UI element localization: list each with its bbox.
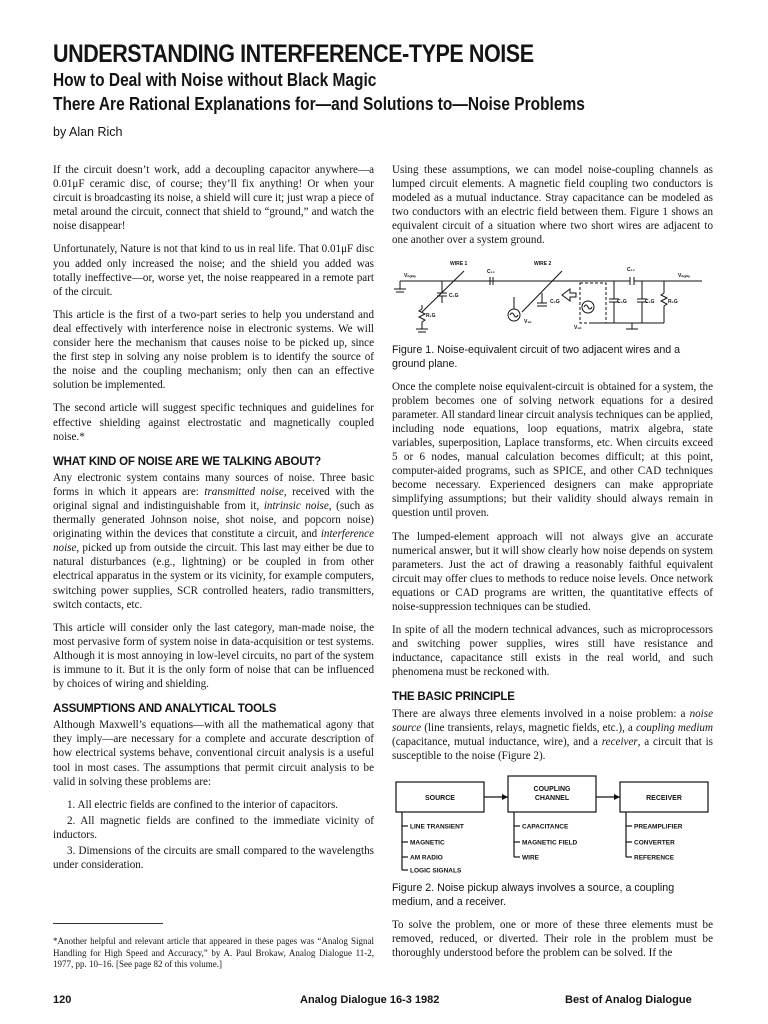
fig2-receiver-item: CONVERTER	[634, 839, 675, 847]
paragraph	[392, 707, 713, 763]
fig2-coupling-item: CAPACITANCE	[522, 823, 569, 831]
journal-issue: Analog Dialogue 16-3 1982	[300, 994, 440, 1006]
text-run: , picked up from outside the circuit. This last may either be due to natural disturbances (e.g., lightning) or be coupled in from other electrical apparatus in the system or its vicinity, for example computers, switching power supplies, SCR controlled heaters, radio transmitters, switch contacts, etc.	[53, 542, 374, 611]
fig2-source-item: MAGNETIC	[410, 839, 445, 847]
fig1-label-c2g: C₂G	[550, 298, 560, 305]
fig2-receiver: RECEIVER	[646, 794, 682, 802]
emphasis: noise source	[392, 707, 713, 734]
section-heading: ASSUMPTIONS AND ANALYTICAL TOOLS	[53, 703, 277, 716]
fig1-label-c1g-right: C₁G	[645, 298, 655, 305]
footnote: *Another helpful and relevant article that appeared in these pages was “Analog Signal Handling for High Speed and Accuracy,” by A. Paul Brokaw, Analog Dialogue 11-2, 1977, pp. 10–16. [See page 82 of this volume.]	[53, 936, 374, 969]
fig1-label-vin-2: V₁ₙ	[574, 324, 582, 331]
fig2-coupling-2: CHANNEL	[534, 794, 570, 802]
figure-1-caption: Figure 1. Noise-equivalent circuit of two adjacent wires and a ground plane.	[392, 343, 681, 370]
text-run: (capacitance, mutual inductance, wire), and a	[392, 735, 602, 748]
fig2-receiver-item: REFERENCE	[634, 854, 675, 862]
fig2-source-item: LOGIC SIGNALS	[410, 867, 462, 875]
paragraph	[53, 471, 374, 612]
article-subtitle-2: There Are Rational Explanations for—and Solutions to—Noise Problems	[53, 94, 585, 114]
figure-1-circuit	[392, 257, 713, 337]
figure-2-block-diagram	[392, 772, 713, 877]
byline: by Alan Rich	[53, 125, 123, 139]
fig1-label-c12-right: C₁₂	[627, 266, 635, 273]
text-run: , received with the original signal and indistinguishable from it,	[53, 485, 375, 512]
fig1-label-vin-1: V₁ₙ	[524, 318, 532, 325]
left-column	[53, 163, 374, 874]
section-heading: THE BASIC PRINCIPLE	[392, 691, 515, 704]
fig2-coupling-item: WIRE	[522, 854, 539, 862]
section-heading: WHAT KIND OF NOISE ARE WE TALKING ABOUT?	[53, 455, 321, 468]
fig1-label-vnoise-out: Vₙₒᵢₛₑ	[678, 272, 690, 279]
page-number: 120	[53, 994, 72, 1006]
fig1-label-c12: C₁₂	[487, 268, 495, 275]
paragraph: Using these assumptions, we can model noise-coupling channels as lumped circuit elements. A magnetic field coupling two conductors is modeled as a mutual inductance. Stray capacitance can be modeled as two conductors with an electric field between them. Figure 1 shows an equivalent circuit of a situation where two short wires are adjacent to one another over a system ground.	[392, 164, 713, 247]
fig2-receiver-item: PREAMPLIFIER	[634, 823, 683, 831]
list-item: 3. Dimensions of the circuits are small compared to the wavelengths under consideration.	[53, 845, 374, 872]
fig1-label-r1g: R₁G	[426, 312, 436, 319]
paragraph: The second article will suggest specific techniques and guidelines for effective shielding against electrostatic and magnetically coupled noise.*	[53, 402, 374, 443]
article-title: UNDERSTANDING INTERFERENCE-TYPE NOISE	[53, 40, 534, 68]
emphasis: interference noise	[53, 528, 374, 555]
fig2-source-item: AM RADIO	[410, 854, 443, 862]
fig1-label-wire2: WIRE 2	[534, 260, 552, 267]
text-run: There are always three elements involved in a noise problem: a	[392, 707, 690, 720]
text-run: , (such as thermally generated Johnson noise, shot noise, and popcorn noise) originating within the devices that constitute a circuit, and	[53, 499, 374, 541]
emphasis: transmitted noise	[204, 485, 284, 498]
paragraph: This article is the first of a two-part series to help you understand and deal effectively with interference noise in electronic systems. We will consider here the mechanism that causes noise to be picked up, since the first step in solving any noise problem is to identify the source of the noise and the coupling mechanism; only then can an effective solution be implemented.	[53, 308, 374, 392]
fig2-coupling-item: MAGNETIC FIELD	[522, 839, 578, 847]
fig1-label-c1g: C₁G	[449, 292, 459, 299]
emphasis: receiver	[601, 735, 638, 748]
series-title: Best of Analog Dialogue	[565, 994, 692, 1006]
fig2-coupling-1: COUPLING	[533, 785, 571, 793]
fig1-label-wire1: WIRE 1	[450, 260, 468, 267]
right-column	[392, 163, 713, 969]
fig2-source-item: LINE TRANSIENT	[410, 823, 464, 831]
paragraph: Unfortunately, Nature is not that kind to us in real life. That 0.01μF disc you added only increased the noise; and the shield you added was totally ineffective—or, worse yet, the noise reappeared in a remote part of the circuit.	[53, 243, 374, 298]
footnote-rule	[53, 923, 163, 924]
emphasis: coupling medium	[635, 721, 713, 734]
paragraph: Once the complete noise equivalent-circuit is obtained for a system, the problem becomes one of solving network equations for a desired parameter. All standard linear circuit analysis techniques can be applied, including node equations, loop equations, matrix algebra, state variables, superposition, Laplace transforms, etc. When circuits exceed 5 or 6 nodes, manual calculation becomes difficult; at this point, computer-aided programs, such as SPICE, and other CAD techniques become necessary. Experienced designers can make appropriate simplifying assumptions; but their validity should always remain in question until proven.	[392, 380, 713, 520]
text-run: , a circuit that is susceptible to the noise (Figure 2).	[392, 735, 713, 762]
figure-2-caption: Figure 2. Noise pickup always involves a source, a coupling medium, and a receiver.	[392, 881, 675, 908]
paragraph: The lumped-element approach will not always give an accurate numerical answer, but it will show clearly how noise depends on system parameters. Just the act of drawing a reasonably faithful equivalent circuit may offer clues to methods to reduce noise levels. Once network equations or CAD programs are written, the quantitative effects of noise-suppression techniques can be studied.	[392, 530, 713, 613]
fig1-label-c2g-right: C₂G	[617, 298, 627, 305]
fig1-label-r2g: R₂G	[668, 298, 678, 305]
text-run: Any electronic system contains many sources of noise. Three basic forms in which it appears are:	[53, 471, 374, 498]
paragraph: If the circuit doesn’t work, add a decoupling capacitor anywhere—a 0.01μF ceramic disc, of course; they’ll fix anything! Or when your circuit is broadcasting its noise, a shield will cure it; just wrap a piece of metal around the circuit, connect that shield to “ground,” and watch the noise disappear!	[53, 164, 374, 233]
paragraph: To solve the problem, one or more of these three elements must be removed, reduced, or diverted. Their role in the problem must be thoroughly understood before the problem can be solved. If the	[392, 918, 713, 960]
paragraph: Although Maxwell’s equations—with all the mathematical agony that they imply—are necessary for a complete and accurate description of how electrical systems behave, conventional circuit analysis is a useful tool in most cases. The assumptions that permit circuit analysis to be valid in solving these problems are:	[53, 719, 374, 788]
list-item: 2. All magnetic fields are confined to the immediate vicinity of inductors.	[53, 814, 374, 841]
list-item: 1. All electric fields are confined to the interior of capacitors.	[67, 798, 339, 811]
paragraph: This article will consider only the last category, man-made noise, the most pervasive form of system noise in data-acquisition or test systems. Although it is most annoying in low-level circuits, no part of the system is immune to it. But it is the only form of noise that can be influenced by choices of wiring and shielding.	[53, 621, 374, 691]
emphasis: intrinsic noise	[263, 499, 329, 512]
fig2-source: SOURCE	[425, 794, 455, 802]
paragraph: In spite of all the modern technical advances, such as microprocessors and switching power supplies, wires still have resistance and inductance, capacitance still exists in the real world, and such phenomena must be reckoned with.	[392, 624, 713, 679]
text-run: (line transients, relays, magnetic fields, etc.), a	[421, 721, 636, 734]
coupling-block	[508, 776, 596, 812]
fig1-label-vnoise-in: Vₙₒᵢₛₑ	[404, 272, 416, 279]
article-subtitle-1: How to Deal with Noise without Black Magic	[53, 70, 377, 90]
